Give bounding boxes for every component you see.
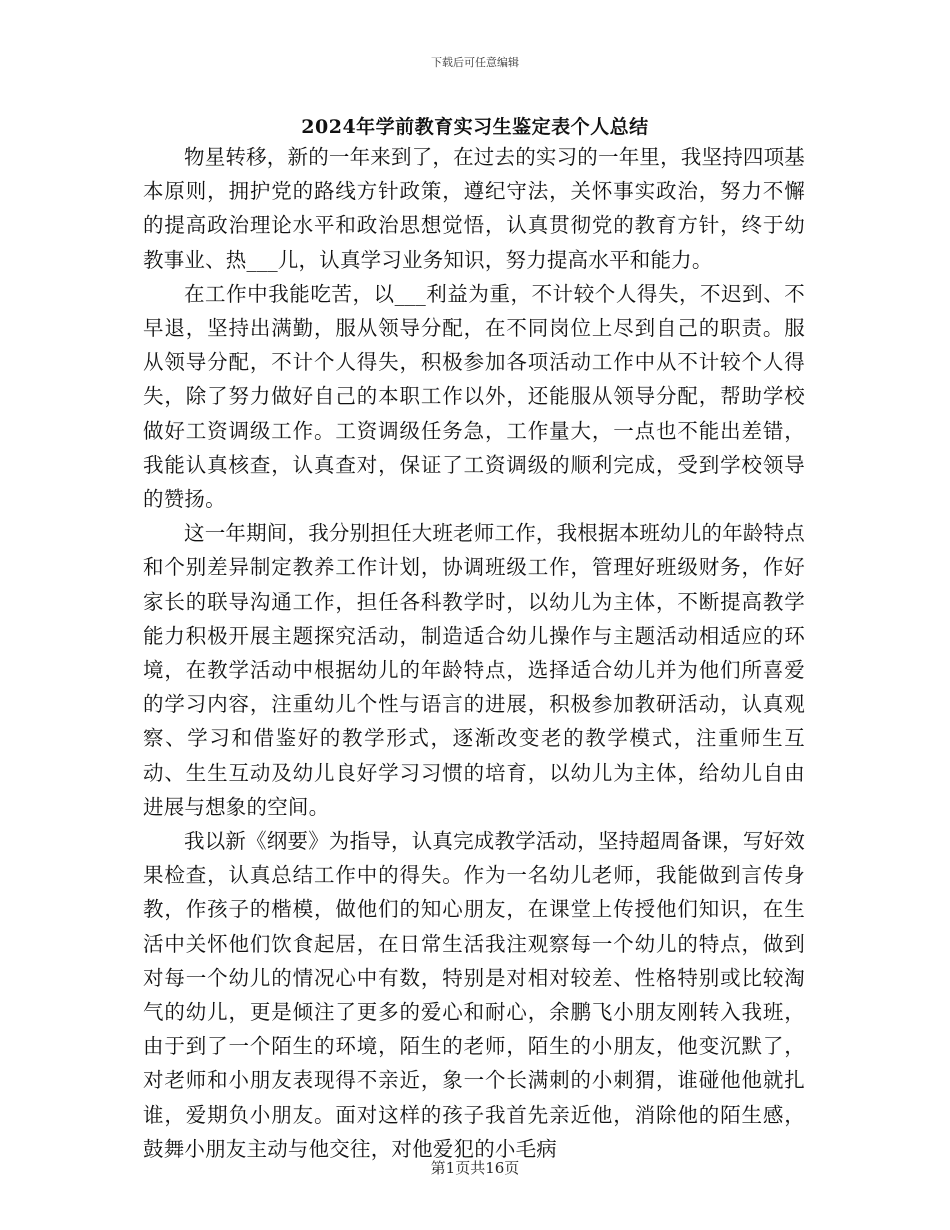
page-number: 第1页共16页 (430, 1159, 520, 1177)
paragraph-3: 这一年期间，我分别担任大班老师工作，我根据本班幼儿的年龄特点和个别差异制定教养工作计划，协调班级工作，管理好班级财务，作好家长的联导沟通工作，担任各科教学时，以幼儿为主体，不断提高教学能力积极开展主题探究活动，制造适合幼儿操作与主题活动相适应的环境，在教学活动中根据幼儿的年龄特点，选择适合幼儿并为他们所喜爱的学习内容，注重幼儿个性与语言的进展，积极参加教研活动，认真观察、学习和借鉴好的教学形式，逐渐改变老的教学模式，注重师生互动、生生互动及幼儿良好学习习惯的培育，以幼儿为主体，给幼儿自由进展与想象的空间。 (143, 521, 805, 819)
page-header-note: 下载后可任意编辑 (431, 56, 519, 69)
paragraph-2: 在工作中我能吃苦，以___利益为重，不计较个人得失，不迟到、不早退，坚持出满勤，服从领导分配，在不同岗位上尽到自己的职责。服从领导分配，不计个人得失，积极参加各项活动工作中从不计较个人得失，除了努力做好自己的本职工作以外，还能服从领导分配，帮助学校做好工资调级工作。工资调级任务急，工作量大，一点也不能出差错，我能认真核查，认真查对，保证了工资调级的顺利完成，受到学校领导的赞扬。 (143, 281, 805, 512)
document-body (143, 140, 805, 1166)
paragraph-4: 我以新《纲要》为指导，认真完成教学活动，坚持超周备课，写好效果检查，认真总结工作中的得失。作为一名幼儿老师，我能做到言传身教，作孩子的楷模，做他们的知心朋友，在课堂上传授他们知识，在生活中关怀他们饮食起居，在日常生活我注观察每一个幼儿的特点，做到对每一个幼儿的情况心中有数，特别是对相对较差、性格特别或比较淘气的幼儿，更是倾注了更多的爱心和耐心，余鹏飞小朋友刚转入我班，由于到了一个陌生的环境，陌生的老师，陌生的小朋友，他变沉默了，对老师和小朋友表现得不亲近，象一个长满刺的小刺猬，谁碰他他就扎谁，爱期负小朋友。面对这样的孩子我首先亲近他，消除他的陌生感，鼓舞小朋友主动与他交往，对他爱犯的小毛病 (143, 829, 805, 1161)
paragraph-1: 物星转移，新的一年来到了，在过去的实习的一年里，我坚持四项基本原则，拥护党的路线方针政策，遵纪守法，关怀事实政治，努力不懈的提高政治理论水平和政治思想觉悟，认真贯彻党的教育方针，终于幼教事业、热___儿，认真学习业务知识，努力提高水平和能力。 (143, 145, 805, 272)
document-title: 2024年学前教育实习生鉴定表个人总结 (301, 116, 649, 138)
